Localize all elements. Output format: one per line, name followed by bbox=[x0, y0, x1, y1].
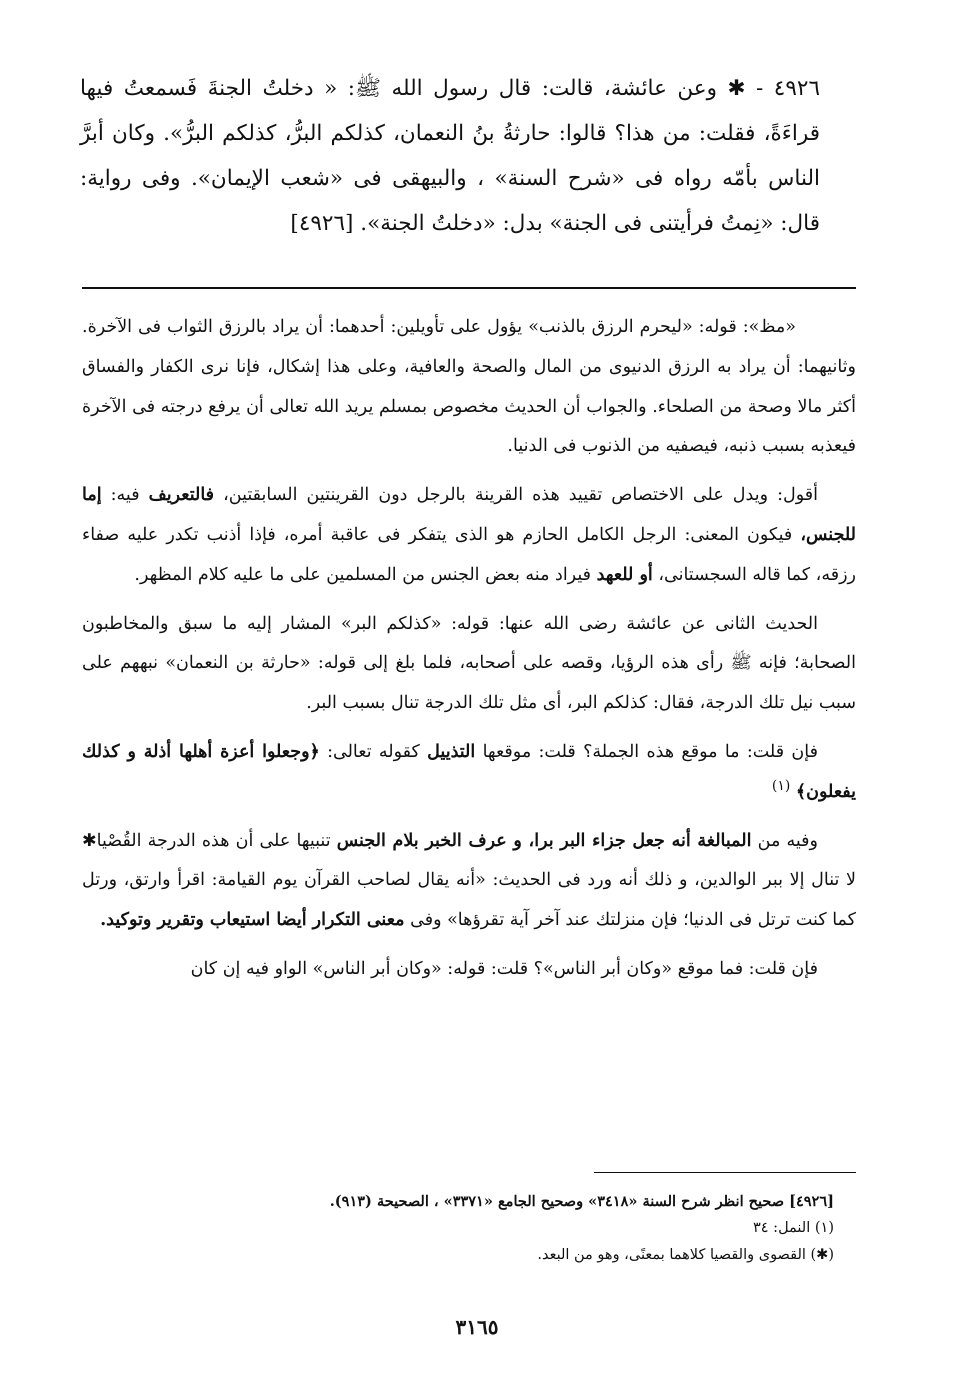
hadith-body: ٤٩٢٦ - ✱ وعن عائشة، قالت: قال رسول الله ﷺ: « دخلتُ الجنةَ فَسمعتُ فيها قراءَةً، فقلت: من هذا؟ قالوا: حارثةُ بنُ النعمان، كذلكم البرُّ، كذلكم البرُّ». وكان أبرَّ الناس بأمّه رواه فى «شرح السنة» ، والبيهقى فى «شعب الإيمان». وفى رواية: قال: «نِمتُ فرأيتنى فى الجنة» بدل: «دخلتُ الجنة». [٤٩٢٦] bbox=[80, 76, 820, 236]
bold-phrase: التذييل bbox=[427, 741, 476, 762]
commentary-paragraph-6: فإن قلت: فما موقع «وكان أبر الناس»؟ قلت: قوله: «وكان أبر الناس» الواو فيه إن كان bbox=[190, 958, 818, 979]
commentary-paragraph-3: الحديث الثانى عن عائشة رضى الله عنها: قوله: «كذلكم البر» المشار إليه ما سبق والمخاطبون الصحابة؛ فإنه ﷺ رأى هذه الرؤيا، وقصه على أصحابه، فلما بلغ إلى قوله: «حارثة بن النعمان» نبههم على سبب نيل تلك الدرجة، فقال: كذلكم البر، أى مثل تلك الدرجة تنال بسبب البر. bbox=[82, 613, 856, 714]
commentary bbox=[82, 308, 856, 999]
commentary-paragraph-2: أقول: ويدل على الاختصاص تقييد هذه القرينة بالرجل دون القرينتين السابقتين، فالتعريف فيه: إما للجنس، فيكون المعنى: الرجل الكامل الحازم هو الذى يتفكر فى عاقبة أمره، فإذا أذنب تكدر عليه صفاء رزقه، كما قاله السجستانى، أو للعهد فيراد منه بعض الجنس من المسلمين على ما عليه كلام المظهر. bbox=[82, 485, 856, 585]
footnote-asterisk: (✱) القصوى والقصيا كلاهما بمعنًى، وهو من البعد. bbox=[537, 1247, 834, 1263]
section-divider bbox=[82, 287, 856, 289]
hadith-text bbox=[80, 66, 820, 246]
page-number: ٣١٦٥ bbox=[455, 1315, 499, 1339]
bold-phrase: أو للعهد bbox=[596, 564, 653, 585]
commentary-paragraph-5: وفيه من المبالغة أنه جعل جزاء البر برا، و عرف الخبر بلام الجنس تنبيها على أن هذه الدرجة القُصْيا✱ لا تنال إلا ببر الوالدين، و ذلك أنه ورد فى الحديث: «أنه يقال لصاحب القرآن يوم القيامة: اقرأ وارتق، ورتل كما كنت ترتل فى الدنيا؛ فإن منزلتك عند آخر آية تقرؤها» وفى معنى التكرار أيضا استيعاب وتقرير وتوكيد. bbox=[82, 830, 856, 931]
footnote-1: (١) النمل: ٣٤ bbox=[753, 1220, 834, 1236]
bold-phrase: فالتعريف bbox=[148, 485, 215, 506]
bold-phrase: المبالغة أنه جعل جزاء البر برا، و عرف الخبر بلام الجنس bbox=[336, 830, 752, 851]
footnote-divider bbox=[594, 1172, 856, 1173]
commentary-paragraph-1: «مظ»: قوله: «ليحرم الرزق بالذنب» يؤول على تأويلين: أحدهما: أن يراد بالرزق الثواب فى الآخرة. وثانيهما: أن يراد به الرزق الدنيوى من المال والصحة والعافية، وعلى هذا إشكال، فإنا نرى الكفار والفساق أكثر مالا وصحة من الصلحاء. والجواب أن الحديث مخصوص بمسلم يريد الله تعالى أن يرفع درجته فى الآخرة فيعذبه بسبب ذنبه، فيصفيه من الذنوب فى الدنيا. bbox=[82, 317, 856, 457]
footnotes bbox=[82, 1188, 834, 1269]
footnote-reference: (١) bbox=[771, 777, 791, 794]
quran-verse: ﴿وجعلوا أعزة أهلها أذلة و كذلك يفعلون﴾ bbox=[82, 741, 856, 802]
bold-phrase: إما للجنس، bbox=[82, 485, 856, 545]
footnote-takhrij: [٤٩٢٦] صحيح انظر شرح السنة «٣٤١٨» وصحيح الجامع «٣٣٧١» ، الصحيحة (٩١٣). bbox=[329, 1193, 834, 1210]
bold-phrase: معنى التكرار أيضا استيعاب وتقرير وتوكيد. bbox=[100, 910, 405, 931]
commentary-paragraph-4: فإن قلت: ما موقع هذه الجملة؟ قلت: موقعها التذييل كقوله تعالى: ﴿وجعلوا أعزة أهلها أذلة و كذلك يفعلون﴾ $^{(١)}$ bbox=[82, 741, 856, 802]
